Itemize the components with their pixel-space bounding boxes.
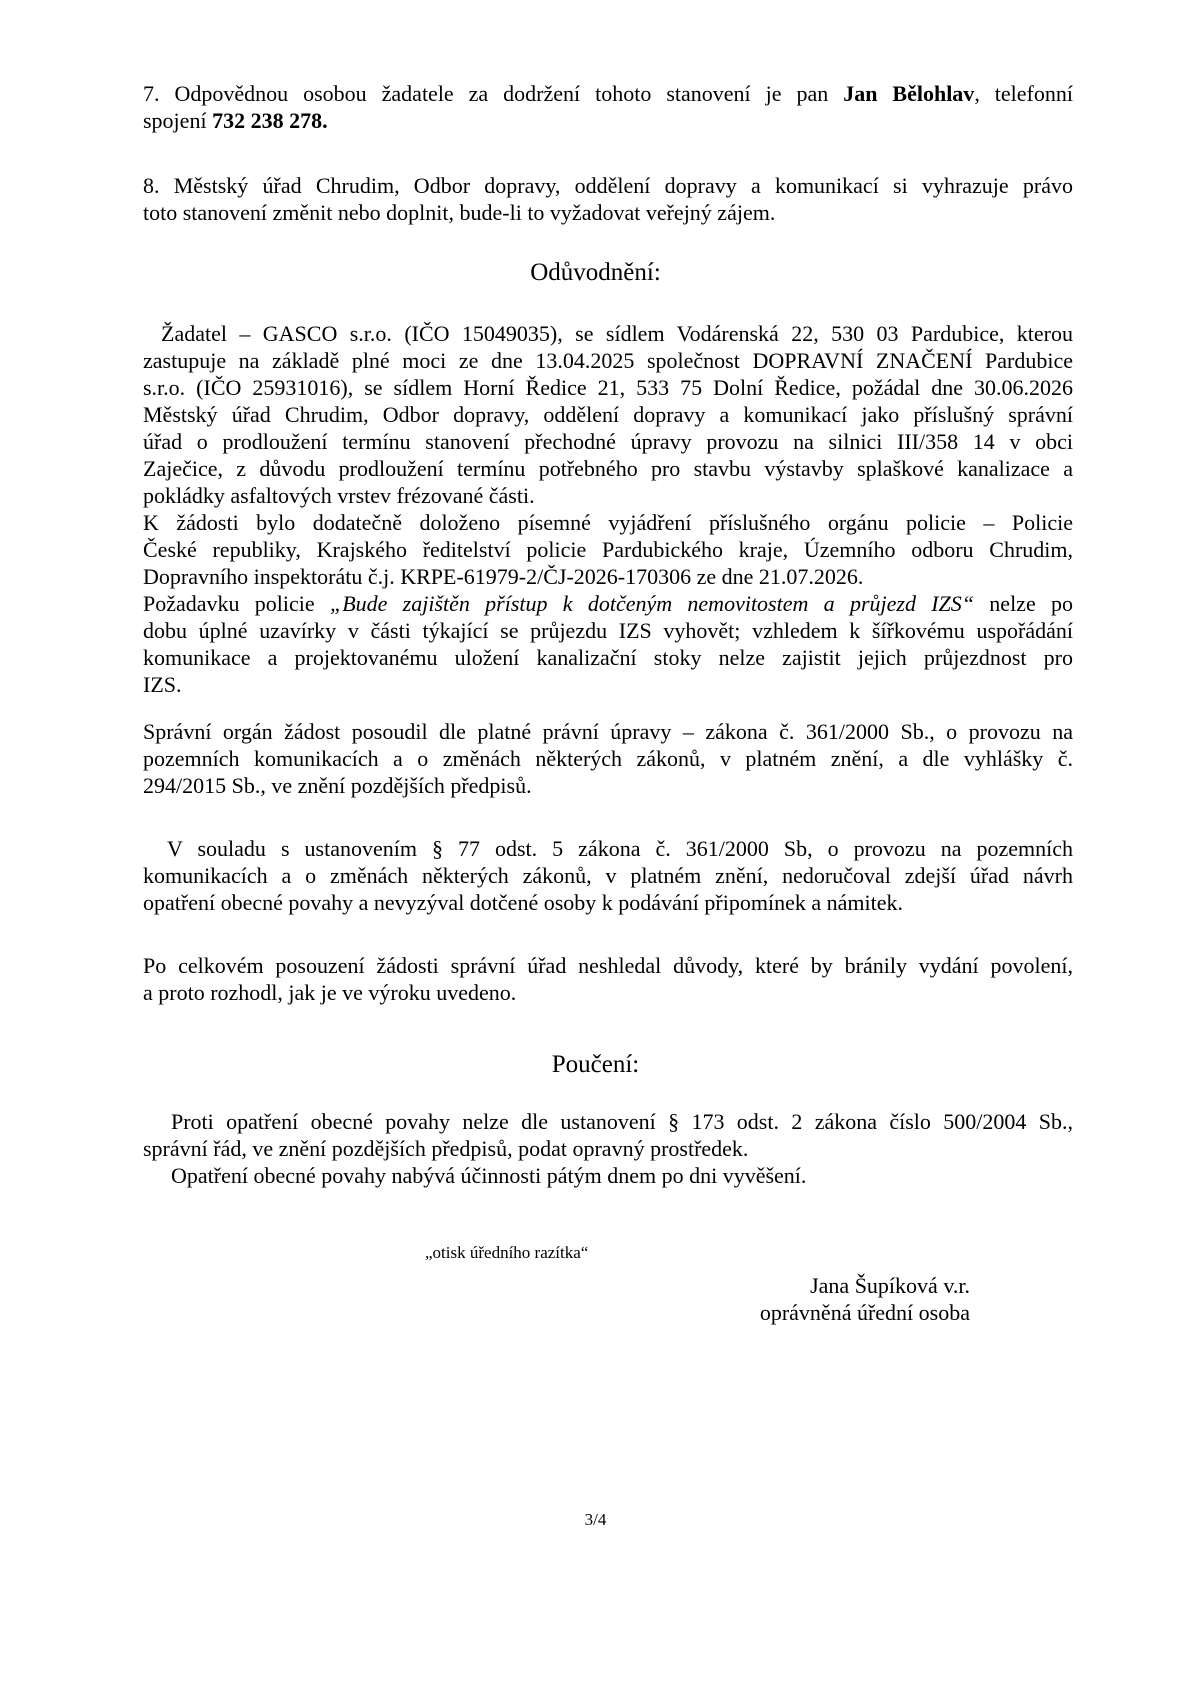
p3-line-2: dobu úplné uzavírky v části týkající se průjezdu IZS vyhovět; vzhledem k šířkovému uspořádání xyxy=(143,618,1073,643)
signature-name: Jana Šupíková v.r. xyxy=(810,1273,970,1298)
p1-line-5: úřad o prodloužení termínu stanovení přechodné úpravy provozu na silnici III/358 14 v obci xyxy=(143,429,1073,454)
p2-line-1: K žádosti bylo dodatečně doloženo písemné vyjádření příslušného orgánu policie – Policie xyxy=(143,510,1073,535)
pouceni-line-3: Opatření obecné povahy nabývá účinnosti pátým dnem po dni vyvěšení. xyxy=(171,1163,807,1188)
p4-line-1: Správní orgán žádost posoudil dle platné právní úpravy – zákona č. 361/2000 Sb., o provozu na xyxy=(143,719,1073,744)
item-7-line-1 xyxy=(143,80,1073,107)
p3-line-4: IZS. xyxy=(143,672,182,697)
p1-line-7: pokládky asfaltových vrstev frézované části. xyxy=(143,483,535,508)
police-requirement-quote: „Bude zajištěn přístup k dotčeným nemovitostem a průjezd IZS“ xyxy=(329,591,975,616)
item-8-line-1 xyxy=(143,172,1073,199)
p5-line-2: komunikacích a o změnách některých zákonů, v platném znění, nedoručoval zdejší úřad návrh xyxy=(143,863,1073,888)
item-7-text-b: , telefonní xyxy=(974,81,1073,106)
p3-text-a: Požadavku policie xyxy=(143,591,330,616)
pouceni-line-1: Proti opatření obecné povahy nelze dle ustanovení § 173 odst. 2 zákona číslo 500/2004 Sb., xyxy=(171,1109,1073,1134)
item-7-text-c: spojení xyxy=(143,108,213,133)
pouceni-paragraph-2 xyxy=(143,1162,1073,1189)
heading-oduvodneni: Odůvodnění: xyxy=(530,259,661,286)
item-7-line-2 xyxy=(143,107,1073,134)
oduvodneni-paragraph-4 xyxy=(143,718,1073,799)
p2-line-2: České republiky, Krajského ředitelství policie Pardubického kraje, Územního odboru Chrudim, xyxy=(143,537,1073,562)
oduvodneni-paragraph-6 xyxy=(143,952,1073,1006)
p4-line-2: pozemních komunikacích a o změnách některých zákonů, v platném znění, a dle vyhlášky č. xyxy=(143,746,1073,771)
phone-number: 732 238 278. xyxy=(212,108,328,133)
p3-line-1 xyxy=(143,590,1073,617)
item-7 xyxy=(143,80,1073,134)
official-stamp-placeholder: „otisk úředního razítka“ xyxy=(425,1243,589,1262)
item-8-text-1: Městský úřad Chrudim, Odbor dopravy, oddělení dopravy a komunikací si vyhrazuje právo xyxy=(173,173,1073,198)
p5-line-3: opatření obecné povahy a nevyzýval dotčené osoby k podávání připomínek a námitek. xyxy=(143,890,903,915)
oduvodneni-paragraph-3 xyxy=(143,590,1073,698)
item-8 xyxy=(143,172,1073,226)
p4-line-3: 294/2015 Sb., ve znění pozdějších předpisů. xyxy=(143,773,532,798)
oduvodneni-paragraph-2 xyxy=(143,509,1073,590)
p5-line-1: V souladu s ustanovením § 77 odst. 5 zákona č. 361/2000 Sb, o provozu na pozemních xyxy=(167,836,1073,861)
oduvodneni-paragraph-5 xyxy=(143,835,1073,916)
p3-text-b: nelze po xyxy=(974,591,1073,616)
p6-line-2: a proto rozhodl, jak je ve výroku uvedeno. xyxy=(143,980,517,1005)
p1-line-3: s.r.o. (IČO 25931016), se sídlem Horní Ředice 21, 533 75 Dolní Ředice, požádal dne 30.06.2026 xyxy=(143,375,1073,400)
item-7-number: 7. xyxy=(143,81,160,106)
item-7-text-a: Odpovědnou osobou žadatele za dodržení tohoto stanovení je pan xyxy=(174,81,844,106)
responsible-person-name: Jan Bělohlav xyxy=(843,81,975,106)
p1-line-4: Městský úřad Chrudim, Odbor dopravy, oddělení dopravy a komunikací jako příslušný správní xyxy=(143,402,1073,427)
heading-pouceni: Poučení: xyxy=(551,1051,640,1078)
p6-line-1: Po celkovém posouzení žádosti správní úřad neshledal důvody, které by bránily vydání povolení, xyxy=(143,953,1073,978)
p1-line-2: zastupuje na základě plné moci ze dne 13.04.2025 společnost DOPRAVNÍ ZNAČENÍ Pardubice xyxy=(143,348,1073,373)
item-8-line-2: toto stanovení změnit nebo doplnit, bude-li to vyžadovat veřejný zájem. xyxy=(143,200,776,225)
pouceni-paragraph-1 xyxy=(143,1108,1073,1162)
page-number: 3/4 xyxy=(584,1510,607,1529)
oduvodneni-paragraph-1 xyxy=(143,320,1073,509)
p3-line-3: komunikace a projektovanému uložení kanalizační stoky nelze zajistit jejich průjezdnost pro xyxy=(143,645,1073,670)
p1-line-6: Zaječice, z důvodu prodloužení termínu potřebného pro stavbu výstavby splaškové kanalizace a xyxy=(143,456,1073,481)
p1-line-1: Žadatel – GASCO s.r.o. (IČO 15049035), se sídlem Vodárenská 22, 530 03 Pardubice, kterou xyxy=(161,321,1073,346)
p2-line-3: Dopravního inspektorátu č.j. KRPE-61979-2/ČJ-2026-170306 ze dne 21.07.2026. xyxy=(143,564,864,589)
item-8-number: 8. xyxy=(143,173,160,198)
pouceni-line-2: správní řád, ve znění pozdějších předpisů, podat opravný prostředek. xyxy=(143,1136,749,1161)
signature-role: oprávněná úřední osoba xyxy=(759,1300,970,1325)
